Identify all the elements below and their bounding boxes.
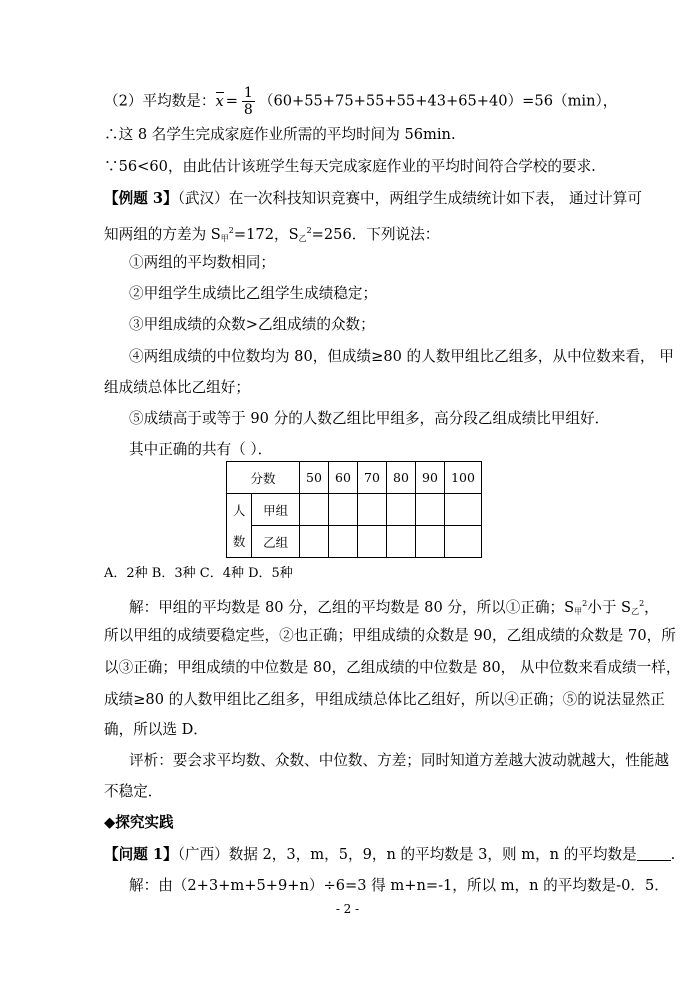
variance-line: 知两组的方差为 $S_甲^2=172$，$S_乙^2=256$．下列说法： bbox=[104, 226, 440, 243]
table-cell bbox=[416, 494, 445, 526]
answer-choices: A．2种 B．3种 C．4种 D．5种 bbox=[104, 566, 293, 581]
solution-line-4: 成绩≥80 的人数甲组比乙组多，甲组成绩总体比乙组好，所以④正确；⑤的说法显然正 bbox=[104, 691, 665, 708]
estimate-line: ∵56<60，由此估计该班学生每天完成家庭作业的平均时间符合学校的要求. bbox=[104, 158, 596, 175]
table-cell bbox=[445, 494, 482, 526]
score-col: 70 bbox=[358, 462, 387, 494]
problem-tag: 【问题 1】 bbox=[104, 846, 178, 863]
score-col: 90 bbox=[416, 462, 445, 494]
statement-5: ⑤成绩高于或等于 90 分的人数乙组比甲组多，高分段乙组成绩比甲组好． bbox=[129, 410, 610, 427]
fraction-one-eighth: $\frac{1}{8}$ bbox=[243, 85, 253, 118]
statement-4: ④两组成绩的中位数均为 80，但成绩≥80 的人数甲组比乙组多，从中位数来看， 甲 bbox=[129, 348, 674, 365]
table-cell bbox=[445, 526, 482, 558]
table-cell bbox=[387, 526, 416, 558]
problem-1-solution: 解：由（2+3+m+5+9+n）÷6=3 得 m+n=-1，所以 m，n 的平均数是-0．5． bbox=[129, 877, 669, 894]
table-cell bbox=[329, 494, 358, 526]
side-label-top: 人 bbox=[227, 494, 252, 526]
problem-1-line: 【问题 1】（广西）数据 2，3，m，5，9，n 的平均数是 3，则 m，n 的平均数是 . bbox=[104, 846, 676, 863]
row-label-yi: 乙组 bbox=[252, 526, 300, 558]
example-3-line: 【例题 3】（武汉）在一次科技知识竞赛中，两组学生成绩统计如下表， 通过计算可 bbox=[104, 190, 642, 207]
table-cell bbox=[300, 526, 329, 558]
review-line-1: 评析：要会求平均数、众数、中位数、方差；同时知道方差越大波动就越大，性能越 bbox=[129, 752, 669, 769]
statement-4-cont: 组成绩总体比乙组好； bbox=[104, 379, 250, 396]
score-col: 50 bbox=[300, 462, 329, 494]
score-table bbox=[226, 461, 482, 558]
table-cell bbox=[358, 494, 387, 526]
table-cell bbox=[329, 526, 358, 558]
x-bar-symbol: x bbox=[215, 92, 224, 110]
score-col: 100 bbox=[445, 462, 482, 494]
side-label-bottom: 数 bbox=[227, 526, 252, 558]
statement-3: ③甲组成绩的众数>乙组成绩的众数； bbox=[129, 316, 375, 333]
row-label-jia: 甲组 bbox=[252, 494, 300, 526]
example-tag: 【例题 3】 bbox=[104, 190, 178, 207]
table-cell bbox=[300, 494, 329, 526]
mean-formula-line: （2）平均数是：x = $\frac{1}{8}$ （60+55+75+55+55+43+65+40）=56（min）， bbox=[104, 85, 618, 118]
statement-1: ①两组的平均数相同； bbox=[129, 254, 275, 271]
table-cell bbox=[416, 526, 445, 558]
review-line-2: 不稳定． bbox=[104, 783, 163, 800]
answer-blank bbox=[637, 846, 671, 861]
section-heading: ◆探究实践 bbox=[104, 814, 174, 831]
score-col: 80 bbox=[387, 462, 416, 494]
score-col: 60 bbox=[329, 462, 358, 494]
table-cell bbox=[387, 494, 416, 526]
page-number: - 2 - bbox=[335, 902, 360, 916]
table-cell bbox=[358, 526, 387, 558]
conclusion-line: ∴这 8 名学生完成家庭作业所需的平均时间为 56min. bbox=[104, 126, 456, 143]
table-header-label: 分数 bbox=[227, 462, 300, 494]
solution-line-2: 所以甲组的成绩要稳定些，②也正确；甲组成绩的众数是 90，乙组成绩的众数是 70，所 bbox=[104, 627, 676, 644]
question-line: 其中正确的共有（ ）． bbox=[129, 441, 273, 458]
solution-line-1: 解：甲组的平均数是 80 分，乙组的平均数是 80 分，所以①正确；$S_甲^2$小于 $S_乙^2$， bbox=[129, 599, 659, 616]
solution-line-5: 确，所以选 D． bbox=[104, 721, 208, 738]
solution-line-3: 以③正确；甲组成绩的中位数是 80，乙组成绩的中位数是 80， 从中位数来看成绩一样， bbox=[104, 659, 681, 676]
statement-2: ②甲组学生成绩比乙组学生成绩稳定； bbox=[129, 285, 378, 302]
